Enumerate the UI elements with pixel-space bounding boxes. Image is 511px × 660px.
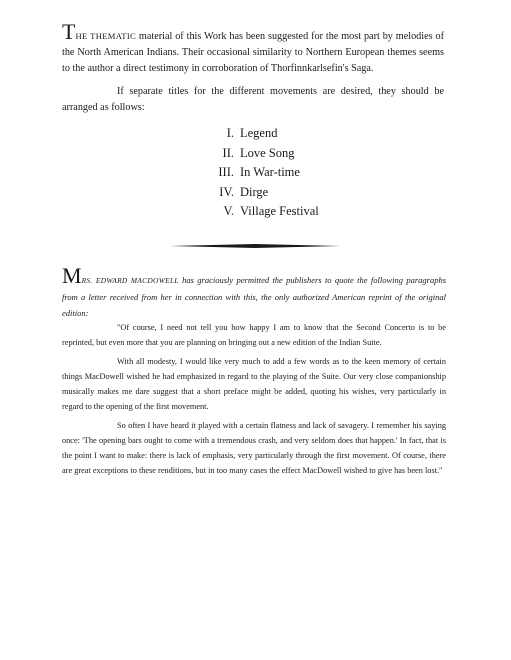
drop-cap: T (62, 19, 76, 44)
letter-paragraph: "Of course, I need not tell you how happy I am to know that the Second Concerto is to be reprinted, but even more that you are planning on bringing out a new edition of the Indian Suite. (62, 323, 446, 347)
paragraph-text: material of this Work has been suggested for the most part by melodies of the North American Indians. Their occasional similarity to Northern European themes seems to the author a direct testimony in corroboration of Thorfinnkarlsefin's Saga. (62, 31, 444, 74)
publisher-note (62, 263, 447, 321)
movement-title: In War-time (240, 165, 300, 179)
movement-list (201, 124, 444, 222)
movement-number: V. (223, 204, 234, 218)
movement-item (201, 163, 444, 183)
movement-item (201, 144, 444, 164)
ornamental-divider (170, 244, 340, 248)
letter-paragraph: With all modesty, I would like very much to add a few words as to the keen memory of certain things MacDowell wished he had emphasized in regard to the playing of the Suite. Our very close companionship musically makes me dare suggest that a short preface might be added, quoting his wishes, very particularly in regard to the opening of the first movement. (62, 357, 446, 411)
note-text: has graciously permitted the publishers to quote the following paragraphs from a letter received from her in connection with this, the only authorized American reprint of the original edition: (62, 275, 447, 318)
preface-block (62, 19, 444, 222)
movement-title: Village Festival (240, 204, 319, 218)
movement-number: III. (218, 165, 234, 179)
small-caps-lead: RS. EDWARD MACDOWELL (81, 276, 179, 285)
thematic-paragraph (62, 19, 444, 77)
movement-item (201, 124, 444, 144)
letter-quote (62, 320, 446, 482)
movement-title: Love Song (240, 145, 295, 160)
movement-number: IV. (219, 184, 234, 199)
movement-item (201, 202, 444, 222)
movement-number: II. (222, 145, 234, 160)
movement-title: Dirge (240, 184, 269, 199)
movement-item (201, 183, 444, 203)
movement-title: Legend (240, 126, 278, 140)
titles-paragraph: If separate titles for the different movements are desired, they should be arranged as follows: (62, 86, 444, 113)
movement-number: I. (226, 126, 234, 140)
drop-cap: M (62, 263, 82, 288)
letter-paragraph: So often I have heard it played with a certain flatness and lack of savagery. I remember his saying once: 'The opening bars ought to come with a tremendous crash, and very seldom does that happen.' In fact, that is the point I want to make: there is lack of emphasis, very particularly through the first movement. Of course, there are great exceptions to these renditions, but in too many cases the effect MacDowell wished to give has been lost." (62, 421, 446, 475)
small-caps-lead: HE THEMATIC (75, 31, 137, 41)
